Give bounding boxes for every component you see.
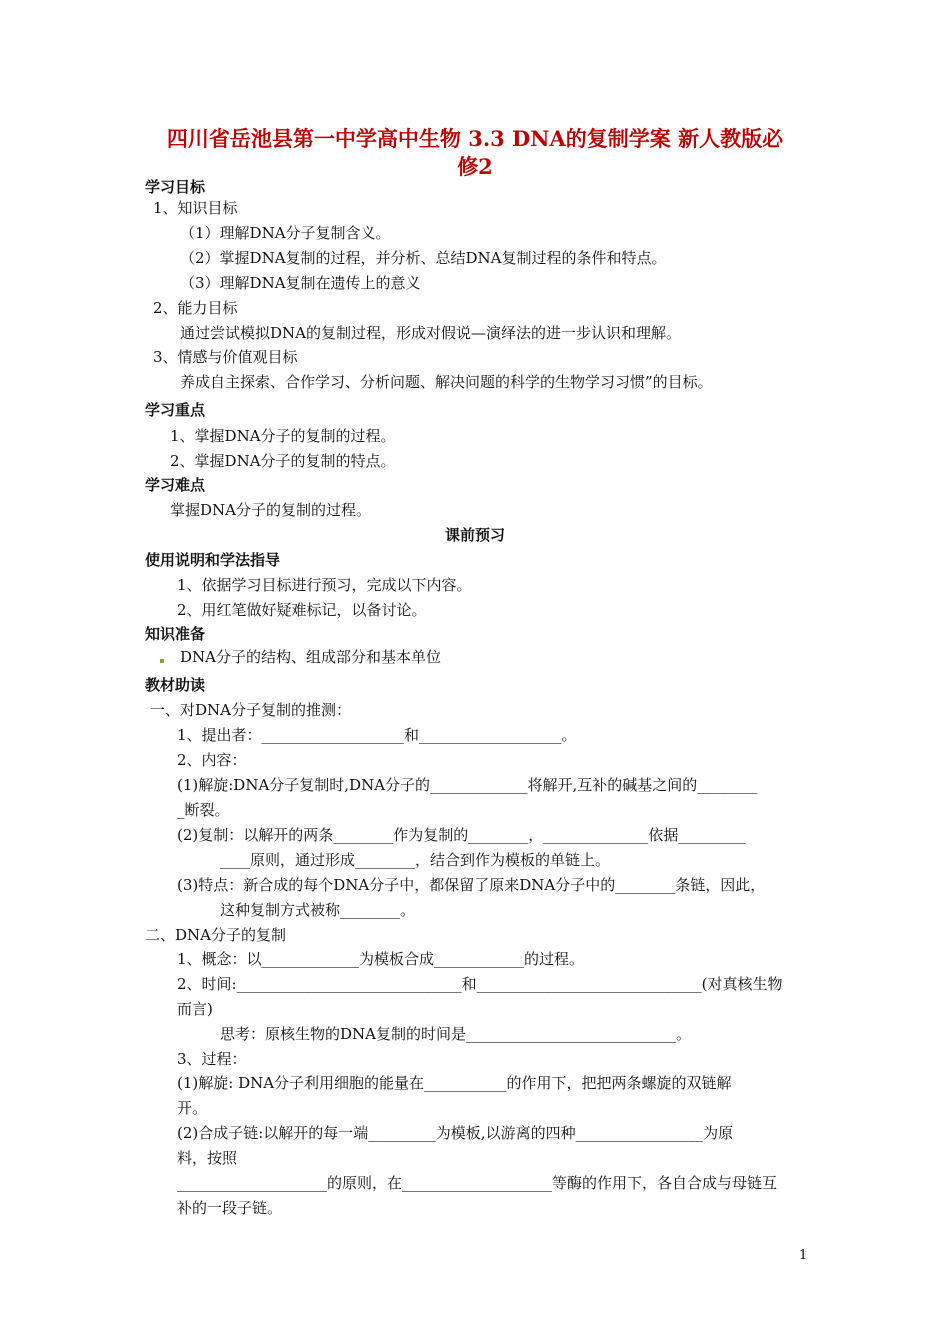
difficulties-heading: 学习难点 (145, 476, 206, 494)
section-2-synthesis-cont1: 料，按照 (177, 1149, 238, 1167)
section-1-proposer: 1、提出者：___________________和___________________。 (177, 726, 577, 744)
knowledge-goal-1: （1）理解DNA分子复制含义。 (180, 224, 391, 242)
section-2-time: 2、时间:______________________________和______________________________(对真核生物 (177, 975, 783, 993)
section-2-unwinding: (1)解旋: DNA分子利用细胞的能量在___________的作用下，把把两条螺旋的双链解 (177, 1074, 732, 1092)
section-2-synthesis: (2)合成子链:以解开的每一端_________为模板,以游离的四种_________________为原 (177, 1124, 734, 1142)
goals-heading: 学习目标 (145, 178, 206, 196)
emotion-goal-heading: 3、情感与价值观目标 (153, 348, 298, 366)
section-1-unwinding: (1)解旋:DNA分子复制时,DNA分子的_____________将解开,互补的碱基之间的________ (177, 776, 758, 794)
knowledge-prep-text: DNA分子的结构、组成部分和基本单位 (180, 648, 441, 666)
difficulty-1: 掌握DNA分子的复制的过程。 (170, 501, 371, 519)
key-point-2: 2、掌握DNA分子的复制的特点。 (170, 452, 396, 470)
ability-goal-heading: 2、能力目标 (153, 299, 238, 317)
key-point-1: 1、掌握DNA分子的复制的过程。 (170, 427, 396, 445)
section-1-replication-cont: ____原则，通过形成________，结合到作为模板的单链上。 (220, 851, 611, 869)
section-1-content-label: 2、内容： (177, 751, 247, 769)
section-1-replication: (2)复制：以解开的两条________作为复制的________，______________依据_________ (177, 826, 746, 844)
page-number: 1 (799, 1248, 808, 1263)
ability-goal-text: 通过尝试模拟DNA的复制过程，形成对假说—演绎法的进一步认识和理解。 (180, 324, 681, 342)
section-2-synthesis-cont2: ____________________的原则，在____________________等酶的作用下，各自合成与母链互 (177, 1174, 778, 1192)
section-2-concept: 1、概念：以_____________为模板合成____________的过程。 (177, 950, 585, 968)
emotion-goal-text: 养成自主探索、合作学习、分析问题、解决问题的科学的生物学习习惯”的目标。 (180, 373, 713, 391)
knowledge-goal-3: （3）理解DNA复制在遗传上的意义 (180, 274, 421, 292)
section-1-feature-cont: 这种复制方式被称________。 (220, 901, 416, 919)
preview-heading: 课前预习 (444, 526, 505, 544)
section-1-unwinding-cont: _断裂。 (177, 801, 230, 819)
knowledge-goal-2: （2）掌握DNA复制的过程，并分析、总结DNA复制过程的条件和特点。 (180, 249, 667, 267)
textbook-heading: 教材助读 (145, 676, 206, 694)
knowledge-prep-heading: 知识准备 (145, 625, 206, 643)
section-2-title: 二、DNA分子的复制 (145, 926, 286, 944)
section-1-title: 一、对DNA分子复制的推测： (150, 701, 351, 719)
instructions-heading: 使用说明和学法指导 (145, 551, 281, 569)
section-2-think: 思考：原核生物的DNA复制的时间是____________________________。 (220, 1025, 691, 1043)
section-2-time-cont: 而言) (177, 1000, 213, 1018)
section-1-feature: (3)特点：新合成的每个DNA分子中，都保留了原来DNA分子中的________条链，因此， (177, 876, 766, 894)
section-2-unwinding-cont: 开。 (177, 1099, 208, 1117)
doc-title-line2: 修2 (457, 154, 493, 179)
bullet-dot (160, 659, 164, 663)
knowledge-goal-heading: 1、知识目标 (153, 199, 238, 217)
section-2-process-label: 3、过程： (177, 1050, 247, 1068)
key-points-heading: 学习重点 (145, 401, 206, 419)
instruction-1: 1、依据学习目标进行预习，完成以下内容。 (177, 576, 472, 594)
doc-title-line1: 四川省岳池县第一中学高中生物 3.3 DNA的复制学案 新人教版必 (166, 126, 784, 151)
section-2-synthesis-cont3: 补的一段子链。 (177, 1199, 283, 1217)
instruction-2: 2、用红笔做好疑难标记，以备讨论。 (177, 601, 427, 619)
